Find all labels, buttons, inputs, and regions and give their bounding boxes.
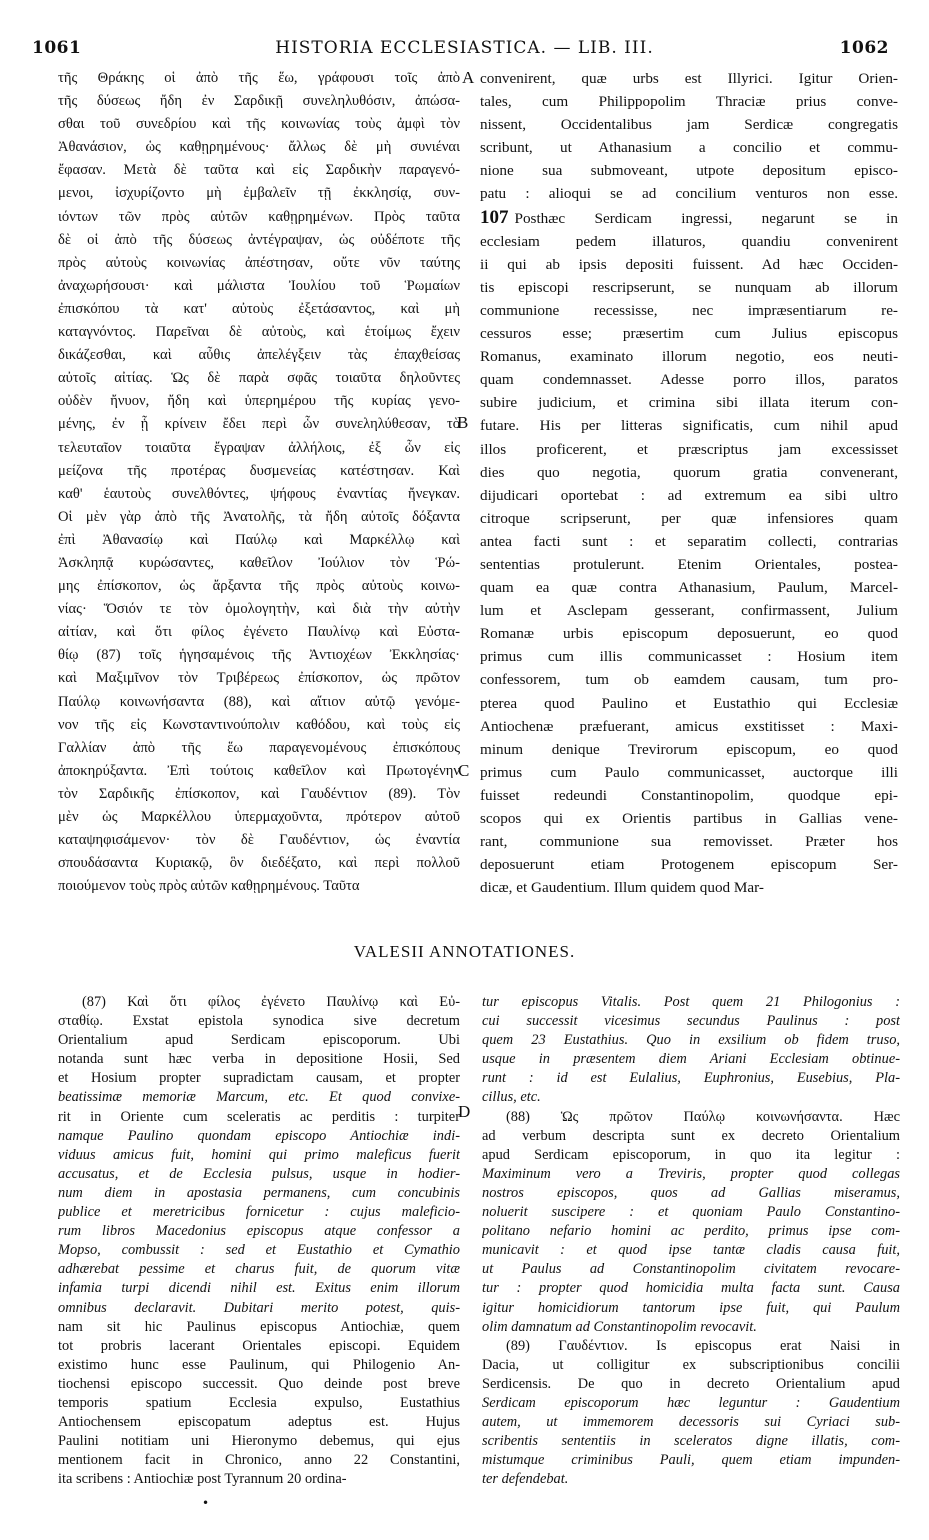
text-line: δικάζεσθαι, καὶ αὖθις ἀπελέγξειν τὰς ἐπαχθείσας [58,347,460,364]
text-line: Maximinum vero a Treviris, propter quod collegas [482,1165,900,1182]
annotations-right-column [482,993,900,1489]
text-line: rit in Oriente cum sceleratis ac perditis : turpiter [58,1108,460,1125]
text-line: scribunt, ut Athanasium a concilio et commu- [480,139,898,157]
text-line: Romanus, examinato illorum negotio, eos neuti- [480,348,898,366]
text-line: tot probris lacerant Orientales episcopi. Equidem [58,1337,460,1354]
text-line: infamia turpi dicendi nihil est. Exitus enim illorum [58,1280,460,1297]
text-line: quam ea quæ contra Athanasium, Paulum, Marcel- [480,579,898,597]
margin-letter-a: A [462,68,475,87]
text-line: ad verbum descripta sunt ex decreto Orientalium [482,1127,900,1144]
text-line: Serdicam episcoporum hæc leguntur : Gaudentium [482,1394,900,1411]
text-line: viduus amicus fuit, homini qui primo maleficus fuerit [58,1146,460,1163]
text-line: tales, cum Philippopolim Thraciæ prius conve- [480,93,898,111]
text-line: nostros episcopos, quos ad Gallias miseramus, [482,1184,900,1201]
text-line: primus cum Paulo communicasset, auctorque illi [480,763,898,781]
text-line: igitur homicidiorum tantorum ipse fuit, qui Paulum [482,1299,900,1316]
text-line: νίας· Ὅσιόν τε τὸν ὁμολογητὴν, καὶ διὰ τὴν αὐτὴν [58,601,460,618]
latin-text-column [480,67,898,899]
text-line: ii qui ab ipsis depositi fuissent. Ad hæc Occiden- [480,255,898,273]
text-line: ποιούμενον τοὺς πρὸς αὐτῶν καθῃρημένους. Ταῦτα [58,878,360,895]
text-line: citroque scripserunt, per quæ infensiores quam [480,509,898,527]
text-line: (89) Γαυδέντιον. Is episcopus erat Naisi in [506,1337,900,1354]
text-line: καταγνόντος. Παρεῖναι δὲ αὐτοὺς, καὶ ἑτοίμως ἔχειν [58,324,460,341]
text-line: temporis spatium Ecclesia expulso, Eustathius [58,1394,460,1411]
text-line: tur : propter quod homicidia multa facta sunt. Causa [482,1280,900,1297]
text-line: ἐπισκόπου τὰ κατ' αὐτοὺς ἐξετάσαντος, καὶ μὴ [58,300,460,317]
text-line: μένης, ἐν ᾗ κρίνειν ἔδει περὶ ὧν συνεληλύθεσαν, τὸ [58,416,460,433]
text-line: et Hosium propter supradictam causam, et propter [58,1070,460,1087]
text-line: runt : id est Eulalius, Euphronius, Eusebius, Pla- [482,1070,900,1087]
text-line: futare. His per litteras significatis, cum nihil apud [480,417,898,435]
text-line: fuisset redeundi Constantinopolim, quodque epi- [480,786,898,804]
text-line: σταθίῳ. Exstat epistola synodica sive decretum [58,1013,460,1030]
text-line: minum denique Trevirorum episcopum, eo quod [480,740,898,758]
text-line: cessuros esse; præsertim cum Julius episcopus [480,325,898,343]
text-line: adhærebat pessime et charus fuit, de quorum vitæ [58,1261,460,1278]
text-line: Οἱ μὲν γὰρ ἀπὸ τῆς Ἀνατολῆς, τὰ ἤδη αὐτοῖς δόξαντα [58,508,460,525]
text-line: Γαλλίαν ἀπὸ τῆς ἕω παραγενομένους ἐπισκόπους [58,739,460,756]
text-line: (88) Ὡς πρῶτον Παύλῳ κοινωνήσαντα. Hæc [506,1108,900,1125]
greek-text-column [58,67,460,898]
text-line: rum libros Macedonius episcopus atque confessor a [58,1223,460,1240]
text-line: Romanæ urbis episcopum deposuerunt, eo quod [480,625,898,643]
text-line: pterea quod Paulino et Eustathio qui Ecclesiæ [480,694,898,712]
text-line: deposuerunt etiam Protogenem episcopum Ser- [480,856,898,874]
page-number-left: 1061 [32,38,82,58]
text-line: num diem in apostasia permanens, cum concubinis [58,1184,460,1201]
text-line: noluerit suscipere : et quoniam Paulo Constantino- [482,1204,900,1221]
text-line-content: Posthæc Serdicam ingressi, negarunt se in [514,209,898,227]
text-line: ἀποκηρύξαντα. Ἐπὶ τούτοις καθεῖλον καὶ Πρωτογένην [58,762,460,779]
annotations-heading: VALESII ANNOTATIONES. [353,942,576,961]
text-line: καθ' ἑαυτοὺς συνελθόντες, ψήφους ἐναντίας ἤνεγκαν. [58,485,460,502]
text-line: notanda sunt hæc verba in depositione Hosii, Sed [58,1051,460,1068]
margin-letter-c: C [458,761,470,780]
text-line: ita scribens : Antiochiæ post Tyrannum 20 ordina- [58,1471,347,1488]
text-line: confessorem, tum ob eamdem causam, tum pro- [480,671,898,689]
text-line: subire judicium, et crimina sibi illata iterum con- [480,394,898,412]
text-line: δὲ οἱ ἀπὸ τῆς δύσεως ἀντέγραψαν, ὡς οὐδέποτε τῆς [58,231,460,248]
text-line: mistumque criminibus Pauli, quem etiam impunden- [482,1452,900,1469]
text-line: nione sua submoveant, utpote depositum episco- [480,162,898,180]
text-line: quem 23 Eustathius. Quo in exsilium ob fidem truso, [482,1032,900,1049]
text-line: illos proficerent, et præscriptus jam excessisset [480,440,898,458]
text-line: πρὸς αὐτοὺς κοινωνίας ἀπέστησαν, οὔτε νῦν ταύτης [58,254,460,271]
section-number: 107 [480,206,509,228]
text-line: dijudicari oportebat : ad extremum ea sibi ultro [480,486,898,504]
text-line: Ἀθανάσιον, ὡς καθῃρημένους· ἄλλως δὲ μὴ συνιέναι [58,139,460,156]
text-line: καταψηφισάμενον· τὸν δὲ Γαυδέντιον, ὡς ἐναντία [58,832,460,849]
text-line: tur episcopus Vitalis. Post quem 21 Philogonius : [482,994,900,1010]
text-line: nissent, Occidentalibus jam Serdicæ congregatis [480,116,898,134]
text-line [480,206,898,230]
stray-mark: • [202,1496,210,1510]
margin-letter-b: B [457,413,469,432]
text-line: σπουδάσαντα Κυριακῷ, ὃν διεδέξατο, καὶ περὶ πολλοῦ [58,855,460,872]
text-line: τελευταῖον τοιαῦτα ἔγραψαν ἀλλήλοις, ἐξ ὧν εἰς [58,439,460,456]
text-line: ἀναχωρήσουσι· καὶ μάλιστα Ἰουλίου τοῦ Ῥωμαίων [58,277,460,294]
text-line: τῆς δύσεως ἤδη ἐν Σαρδικῇ συνεληλυθόσιν, ἀπώσα- [58,93,460,110]
text-line: τῆς Θράκης οἱ ἀπὸ τῆς ἕω, γράφουσι τοῖς ἀπὸ [58,70,460,86]
text-line: νον τῆς εἰς Κωνσταντινούπολιν καθόδου, καὶ τοὺς εἰς [58,716,460,733]
text-line: publice et meretricibus fornicetur : cujus maleficio- [58,1204,460,1221]
text-line: dies quo negotia, quorum gratia convenerant, [480,463,898,481]
text-line: lum et Asclepam gesserant, confirmassent, Julium [480,602,898,620]
text-line: nam sit hic Paulinus episcopus Antiochiæ, quem [58,1318,460,1335]
text-line: tis episcopi rescripserunt, se nunquam ab illorum [480,278,898,296]
page-number-right: 1062 [839,38,889,58]
running-title: HISTORIA ECCLESIASTICA. — LIB. III. [275,38,654,58]
text-line: Antiochenæ præfuerant, amicus exstitisset : Maxi- [480,717,898,735]
text-line: olim damnatum ad Constantinopolim revocavit. [482,1318,757,1335]
text-line: μης ἐπίσκοπον, ὡς ἄρξαντα τῆς πρὸς αὐτοὺς κοινω- [58,578,460,595]
text-line: sententias protulerunt. Etenim Orientales, postea- [480,555,898,573]
text-line: ιόντων τῶν πρὸς αὐτῶν καθῃρημένων. Πρὸς ταῦτα [58,208,460,225]
text-line: οὐδὲν ἤνυον, ἤδη καὶ ὑπερημέρου τῆς κυρίας γενο- [58,393,460,410]
text-line: existimo hunc esse Paulinum, qui Philogenio An- [58,1356,460,1373]
text-line: apud Serdicam episcoporum, in quo ita legitur : [482,1146,900,1163]
text-line: Antiochensem episcopatum adeptus est. Hujus [58,1414,460,1431]
text-line: cui successit vicesimus secundus Paulinus : post [482,1013,900,1030]
text-line: ter defendebat. [482,1471,569,1488]
text-line: scribentis sententiis in sceleratos digne illatis, com- [482,1433,900,1450]
text-line: quam condemnasset. Adesse porro illos, paratos [480,371,898,389]
text-line: accusatus, et de Ecclesia pulsus, usque in hodier- [58,1165,460,1182]
text-line: μείζονα τῆς προτέρας δυσμενείας κατέστησαν. Καὶ [58,462,460,479]
text-line: Ἀσκληπᾷ κυρώσαντες, καθεῖλον Ἰούλιον τὸν Ῥώ- [58,554,460,571]
text-line: αὐτοῖς αἰτίας. Ὡς δὲ παρὰ σφᾶς τοιαῦτα δηλοῦντες [58,370,460,387]
text-line: σθαι τοῦ συνεδρίου καὶ τῆς κοινωνίας τοὺς ἀμφὶ τὸν [58,116,460,133]
text-line: mentionem facit in Chronico, anno 22 Constantini, [58,1452,460,1469]
text-line: Paulini notitiam uni Hieronymo debemus, qui ejus [58,1433,460,1450]
text-line: communione recessisse, nec impræsentiarum re- [480,301,898,319]
text-line: usque in præsentem diem Ariani Ecclesiam obtinue- [482,1051,900,1068]
text-line: μὲν ὡς Μαρκέλλου ὑπερμαχοῦντα, πρότερον αὐτοῦ [58,809,460,825]
text-line: scopos qui ex Orientis partibus in Gallias vene- [480,810,898,827]
text-line: namque Paulino quondam episcopo Antiochiæ indi- [58,1127,460,1144]
annotations-left-column [58,993,460,1489]
text-line: καὶ Μαξιμῖνον τὸν Τριβέρεως ἐπίσκοπον, ὡς πρῶτον [58,670,460,687]
text-line: μενοι, ἰσχυρίζοντο μὴ ἐμβαλεῖν τῇ ἐκκλησίᾳ, συν- [58,185,460,202]
text-line: ἔφασαν. Μετὰ δὲ ταῦτα καὶ εἰς Σαρδικὴν παραγενό- [58,162,460,179]
text-line: αἰτίαν, καὶ ὅτι φίλος ἐγένετο Παυλίνῳ καὶ Εὐστα- [58,624,460,641]
text-line: Mopso, combussit : sed et Eustathio et Cymathio [58,1242,460,1259]
text-line: convenirent, quæ urbs est Illyrici. Igitur Orien- [480,70,898,87]
text-line: beatissimæ memoriæ Marcum, etc. Et quod convixe- [58,1089,460,1106]
text-line: autem, ut immemorem decessoris sui Cyriaci sub- [482,1414,900,1431]
text-line: dicæ, et Gaudentium. Illum quidem quod Mar- [480,879,764,897]
text-line: Serdicensis. De quo in decreto Orientalium apud [482,1375,900,1392]
text-line: Παύλῳ κοινωνήσαντα (88), καὶ αἴτιον αὐτῷ γενόμε- [58,693,460,710]
text-line: ut Paulus ad Constantinopolim civitatem revocare- [482,1261,900,1278]
text-line: rant, communione sua removisset. Præter hos [480,833,898,851]
text-line: antea facti sunt : et separatim collecti, contrarias [480,532,898,550]
text-line: cillus, etc. [482,1089,541,1106]
text-line: τὸν Σαρδικῆς ἐπίσκοπον, καὶ Γαυδέντιον (89). Τὸν [58,785,460,802]
text-line: θίῳ (87) τοῖς ἡγησαμένοις τῆς Ἀντιοχέων Ἐκκλησίας· [58,647,460,664]
text-line: patu : alioqui se ad concilium venturos non esse. [480,185,898,203]
text-line: tiochensi episcopo successit. Quo deinde post breve [58,1375,460,1392]
text-line: Dacia, ut colligitur ex subscriptionibus concilii [482,1356,900,1373]
text-line: primus cum illis communicasset : Hosium item [480,648,898,666]
text-line: Orientalium apud Serdicam episcoporum. Ubi [58,1032,460,1049]
text-line: omnibus declaravit. Dubitari merito potest, quis- [58,1299,460,1316]
text-line: municavit : et quod ipse tantæ cladis causa fuit, [482,1242,900,1259]
text-line: ἐπὶ Ἀθανασίῳ καὶ Παύλῳ καὶ Μαρκέλλῳ καὶ [58,531,460,548]
text-line: (87) Καὶ ὅτι φίλος ἐγένετο Παυλίνῳ καὶ Εὐ- [82,994,460,1010]
text-line: politano nefario homini ac perdito, primus ipse com- [482,1223,900,1240]
text-line: ecclesiam pedem illaturos, quandiu convenirent [480,232,898,250]
margin-letter-d: D [458,1102,471,1121]
